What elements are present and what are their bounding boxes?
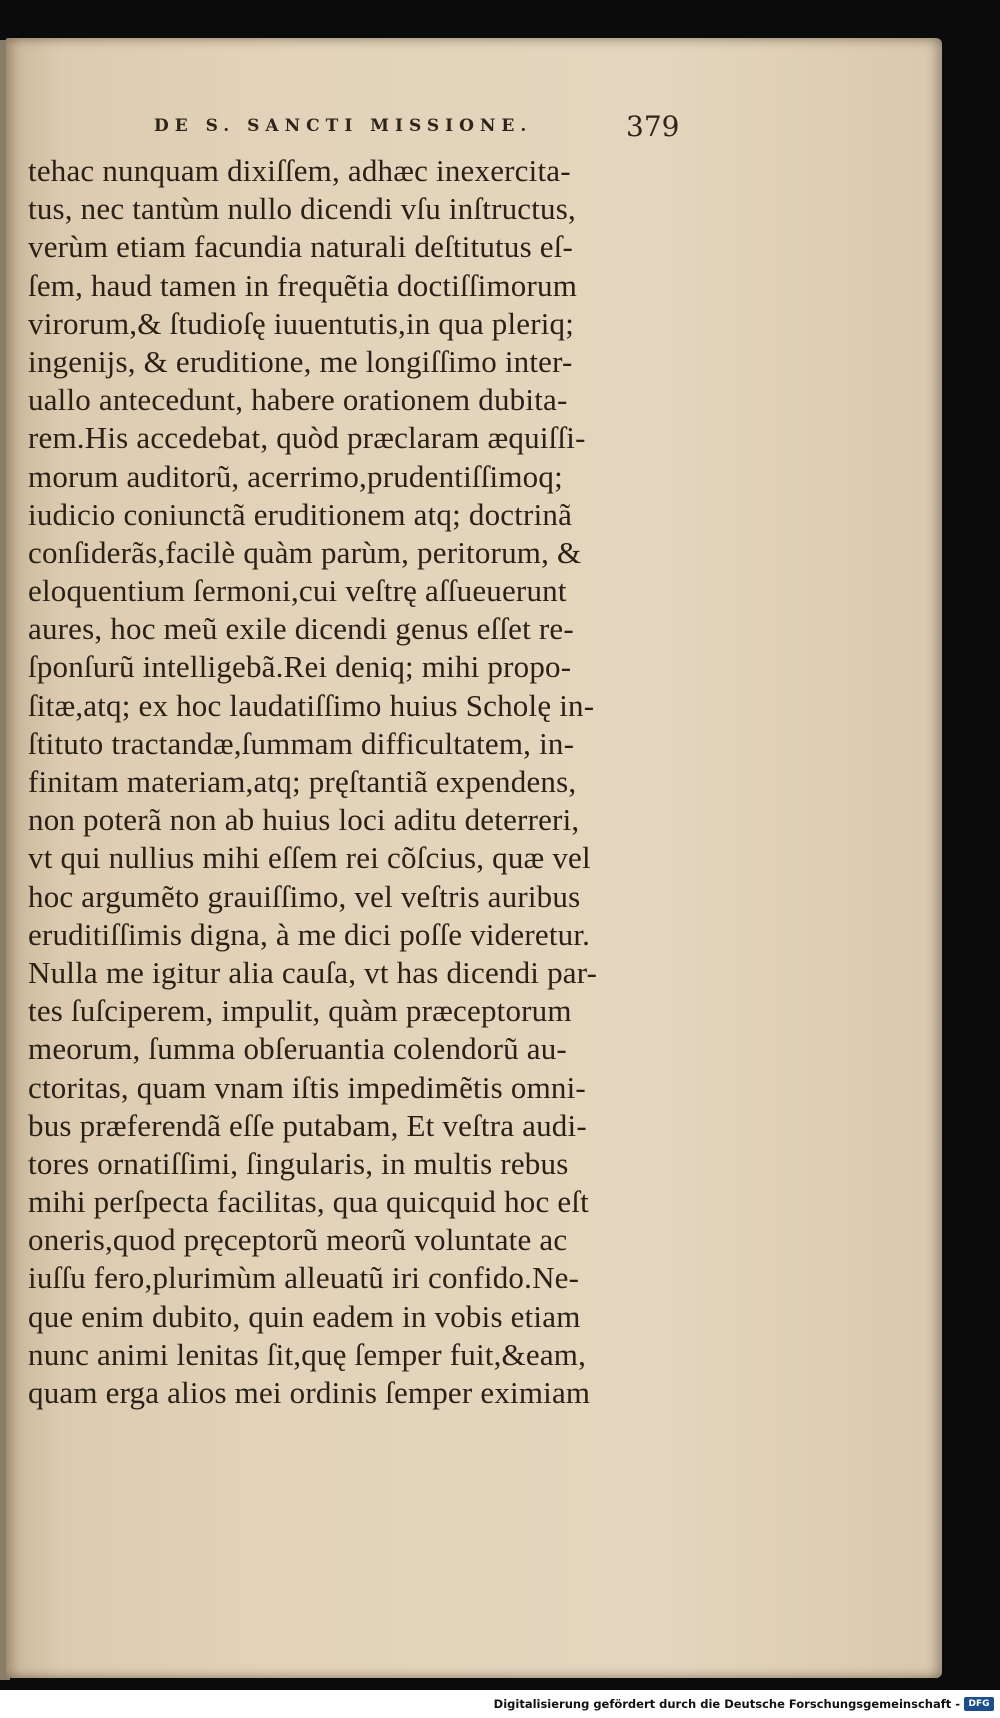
running-head	[6, 110, 942, 146]
text-line: eruditiſſimis digna, à me dici poſſe videretur.	[28, 916, 591, 952]
body-text	[28, 152, 668, 1412]
text-line: conſiderãs,facilè quàm parùm, peritorum, &	[28, 534, 582, 570]
text-line: que enim dubito, quin eadem in vobis etiam	[28, 1298, 581, 1334]
text-line: ſitæ,atq; ex hoc laudatiſſimo huius Scholę in-	[28, 687, 595, 723]
digitization-credit: Digitalisierung gefördert durch die Deutsche Forschungsgemeinschaft -	[493, 1697, 960, 1711]
text-line: bus præferendã eſſe putabam, Et veſtra audi-	[28, 1107, 587, 1143]
text-line: ſtituto tractandæ,ſummam difficultatem, in-	[28, 725, 575, 761]
text-line: iudicio coniunctã eruditionem atq; doctrinã	[28, 496, 573, 532]
text-line: iuſſu fero,plurimùm alleuatũ iri confido.Ne-	[28, 1260, 580, 1296]
text-line: tes ſuſciperem, impulit, quàm præceptorum	[28, 993, 572, 1029]
text-line: hoc argumẽto grauiſſimo, vel veſtris auribus	[28, 878, 581, 914]
text-line: meorum, ſumma obſeruantia colendorũ au-	[28, 1031, 567, 1067]
text-line: mihi perſpecta facilitas, qua quicquid hoc eſt	[28, 1184, 589, 1220]
text-line: ingenijs, & eruditione, me longiſſimo inter-	[28, 343, 573, 379]
footer-bar	[0, 1692, 1000, 1718]
text-line: uallo antecedunt, habere orationem dubita-	[28, 382, 568, 418]
text-line: tehac nunquam dixiſſem, adhæc inexercita-	[28, 153, 571, 188]
text-line: rem.His accedebat, quòd præclaram æquiſſi-	[28, 420, 586, 456]
text-line: eloquentium ſermoni,cui veſtrę aſſueuerunt	[28, 573, 567, 609]
text-line: morum auditorũ, acerrimo,prudentiſſimoq;	[28, 458, 563, 494]
book-page	[6, 38, 942, 1678]
text-line: finitam materiam,atq; pręſtantiã expendens,	[28, 764, 577, 799]
text-line: Nulla me igitur alia cauſa, vt has dicendi par-	[28, 954, 598, 990]
text-line: aures, hoc meũ exile dicendi genus eſſet re-	[28, 611, 574, 647]
text-line: quam erga alios mei ordinis ſemper eximiam	[28, 1375, 591, 1410]
text-line: tus, nec tantùm nullo dicendi vſu inſtructus,	[28, 191, 576, 227]
page-number: 379	[626, 110, 680, 143]
text-line: ſem, haud tamen in frequẽtia doctiſſimorum	[28, 267, 578, 303]
text-line: verùm etiam facundia naturali deſtitutus eſ-	[28, 229, 574, 265]
text-line: nunc animi lenitas ſit,quę ſemper fuit,&eam,	[28, 1336, 587, 1372]
text-line: virorum,& ſtudioſę iuuentutis,in qua pleriq;	[28, 305, 575, 341]
text-line: tores ornatiſſimi, ſingularis, in multis rebus	[28, 1145, 569, 1181]
text-line: oneris,quod pręceptorũ meorũ voluntate ac	[28, 1222, 568, 1258]
dfg-logo: DFG	[964, 1697, 994, 1711]
text-line: ctoritas, quam vnam iſtis impedimẽtis omni-	[28, 1069, 586, 1105]
text-line: non poterã non ab huius loci aditu deterreri,	[28, 802, 580, 838]
text-line: vt qui nullius mihi eſſem rei cõſcius, quæ vel	[28, 840, 591, 876]
running-title: DE S. SANCTI MISSIONE.	[154, 116, 533, 136]
text-line: ſponſurũ intelligebã.Rei deniq; mihi propo-	[28, 649, 572, 685]
